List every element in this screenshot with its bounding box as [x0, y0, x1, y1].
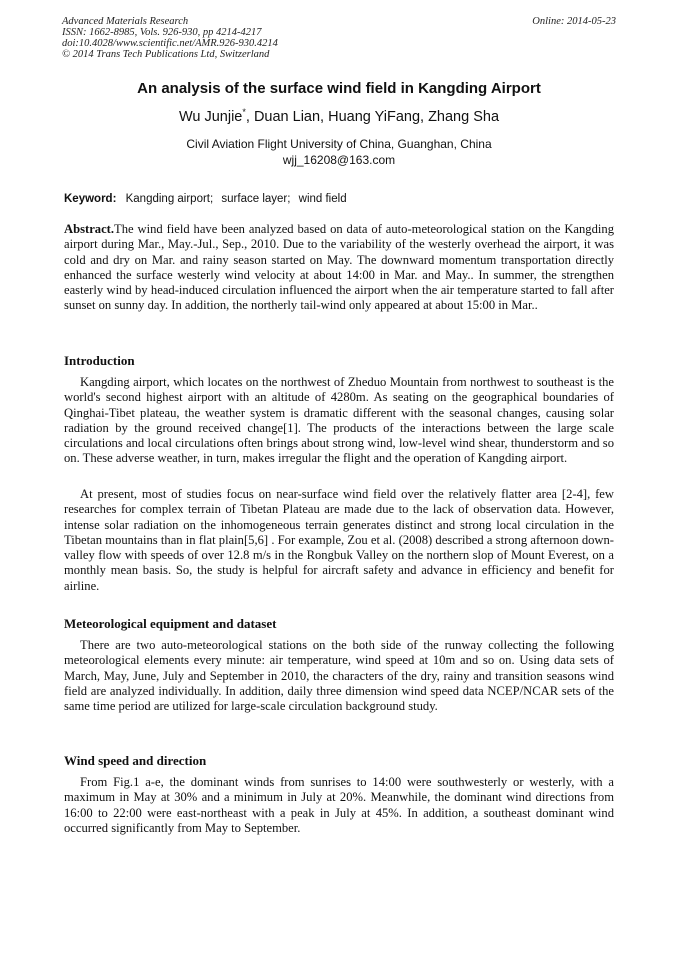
keyword-item: Kangding airport; [125, 193, 214, 205]
co-authors: , Duan Lian, Huang YiFang, Zhang Sha [245, 108, 500, 125]
intro-paragraph-2: At present, most of studies focus on near-surface wind field over the relatively flatter area [2-4], few researches for complex terrain of Tibetan Plateau are made due to the lack of observation data. However, intense solar radiation on the inhomogeneous terrain generates distinct and strong local circulation in the Tibetan mountains than in flat plain[5,6] . For example, Zou et al. (2008) described a strong afternoon down-valley flow with speeds of over 12.8 m/s in the Rongbuk Valley on the northern slop of Mount Everest, on a monthly mean basis. So, the study is helpful for aircraft safety and advance in efficiency and benefit for airline. [64, 487, 614, 593]
section-heading-wind: Wind speed and direction [64, 753, 207, 768]
copyright-line: © 2014 Trans Tech Publications Ltd, Switzerland [62, 49, 270, 60]
wind-paragraph: From Fig.1 a-e, the dominant winds from sunrises to 14:00 were southwesterly or westerly, with a maximum in May at 30% and a minimum in July at 20%. Meanwhile, the dominant wind directions from 16:00 to 22:00 were east-northeast with a peak in July at 45%. In addition, a southeast dominant wind occurred significantly from May to September. [64, 775, 614, 835]
affiliation: Civil Aviation Flight University of China, Guanghan, China [186, 137, 492, 151]
journal-header [62, 16, 616, 60]
corresponding-author: Wu Junjie [178, 108, 243, 125]
keyword-item: wind field [298, 193, 347, 205]
corresponding-author-mark: * [242, 107, 246, 117]
affiliation-block [62, 136, 616, 168]
keyword-item: surface layer; [221, 193, 291, 205]
equipment-paragraph: There are two auto-meteorological stations on the both side of the runway collecting the following meteorological elements every minute: air temperature, wind speed at 10m and so on. Using data sets of March, May, June, July and September in 2010, the characters of the dry, rainy and transition seasons wind field are analyzed individually. In addition, daily three dimension wind speed data NCEP/NCAR sets of the same time period are utilized for large-scale circulation background study. [64, 638, 614, 714]
online-date: Online: 2014-05-23 [532, 16, 616, 27]
author-list [62, 107, 616, 125]
section-heading-equipment: Meteorological equipment and dataset [64, 616, 277, 631]
keywords-line [64, 193, 618, 205]
intro-paragraph-1: Kangding airport, which locates on the northwest of Zheduo Mountain from northwest to southeast is the world's second highest airport with an altitude of 4280m. As seating on the geographical boundaries of Qinghai-Tibet plateau, the weather system is dramatic different with the seasonal changes, causing solar radiation by the ground received change[1]. The products of the interactions between the large scale circulations and local circulations often brings about strong wind, low-level wind shear, thunderstorm and so on. These adverse weather, in turn, makes irregular the flight and the operation of Kangding airport. [64, 375, 614, 466]
issn-line: ISSN: 1662-8985, Vols. 926-930, pp 4214-4217 [62, 27, 262, 38]
section-heading-introduction: Introduction [64, 353, 135, 368]
journal-name: Advanced Materials Research [62, 16, 189, 27]
paper-title: An analysis of the surface wind field in Kangding Airport [137, 80, 541, 97]
abstract-label: Abstract. [64, 222, 115, 236]
abstract-text: The wind field have been analyzed based on data of auto-meteorological station on the Kangding airport during Mar., May.-Jul., Sep., 2010. Due to the variability of the westerly overhead the airport, it was cold and dry on Mar. and rainy season started on May. The downward momentum transportation directly enhanced the surface westerly wind velocity at about 14:00 in Mar. and May.. In summer, the strengthen easterly wind by head-induced circulation influenced the airport when the air temperature started to fall after sunset on sunny day. In addition, the northerly tail-wind only appeared at about 15:00 in Mar.. [64, 222, 614, 313]
author-email: wjj_16208@163.com [282, 153, 396, 167]
doi-line: doi:10.4028/www.scientific.net/AMR.926-930.4214 [62, 38, 278, 49]
keywords-label: Keyword: [64, 193, 117, 205]
abstract [64, 222, 614, 314]
